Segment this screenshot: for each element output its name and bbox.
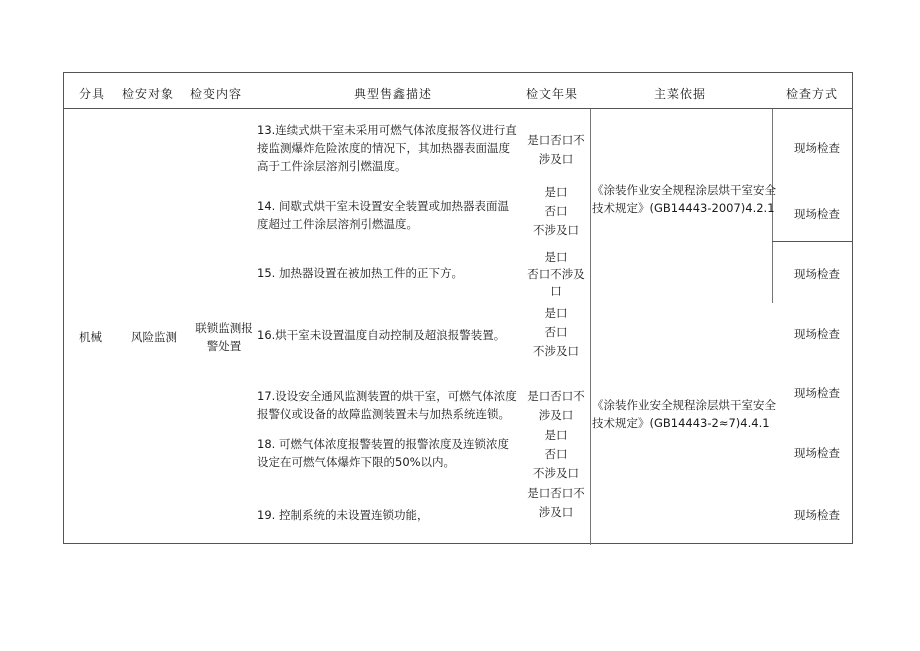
basis-1-code: (GB14443-2007)4.2.1 bbox=[649, 201, 775, 215]
item-18-description: 18. 可燃气体浓度报警装置的报警浓度及连锁浓度设定在可燃气体爆炸下限的50%以内。 bbox=[257, 437, 509, 469]
item-18-method: 现场检查 bbox=[794, 446, 840, 460]
content-text: 联锁监测报警处置 bbox=[195, 321, 253, 353]
item-17-description: 17.设设安全通风监测装置的烘干室，可燃气体浓度报警仪或设备的故障监测装置未与加热系统连锁。 bbox=[257, 389, 517, 421]
item-13-result: 是口否口不涉及口 bbox=[527, 133, 585, 166]
inspection-table bbox=[63, 72, 853, 544]
item-19-result: 是口否口不 涉及口 bbox=[527, 486, 585, 519]
category-cell: 机械 bbox=[79, 330, 102, 344]
item-16-result: 是口 否口 不涉及口 bbox=[533, 306, 579, 358]
content-cell bbox=[191, 319, 257, 355]
object-cell: 风险监测 bbox=[131, 330, 177, 344]
item-13-description: 13.连续式烘干室未采用可燃气体浓度报答仪进行直接监测爆炸危险浓度的情况下，其加热器表面温度高于工件涂层溶剂引燃温度。 bbox=[257, 123, 517, 173]
method-separator-1 bbox=[772, 241, 852, 242]
header-basis: 主菜依据 bbox=[654, 87, 707, 101]
basis-2 bbox=[592, 396, 778, 432]
item-17-method: 现场检查 bbox=[794, 386, 840, 400]
header-result: 检文年果 bbox=[526, 87, 579, 101]
basis-left-divider bbox=[590, 109, 591, 545]
item-18-result: 是口 否口 不涉及口 bbox=[533, 428, 579, 480]
header-content: 检变内容 bbox=[190, 87, 243, 101]
item-15-result: 是口 否口不涉及 口 bbox=[527, 250, 585, 298]
header-divider bbox=[64, 108, 852, 109]
header-object: 检安对象 bbox=[122, 87, 175, 101]
item-19-description: 19. 控制系统的未设置连锁功能， bbox=[257, 508, 429, 522]
basis-1-name: 《涂装作业安全规程涂层烘干室安全技术规定》 bbox=[592, 183, 776, 215]
header-method: 检查方式 bbox=[786, 87, 839, 101]
basis-1 bbox=[592, 181, 778, 217]
item-14-method: 现场检查 bbox=[794, 207, 840, 221]
item-17-result: 是口否口不 涉及口 bbox=[527, 389, 585, 422]
item-19-method: 现场检查 bbox=[794, 508, 840, 522]
header-category: 分具 bbox=[79, 87, 106, 101]
basis-2-name: 《涂装作业安全规程涂层烘干室安全技术规定》 bbox=[592, 398, 776, 430]
item-15-method: 现场检查 bbox=[794, 267, 840, 281]
item-14-description: 14. 间歇式烘干室未设置安全装置或加热器表面温度超过工件涂层溶剂引燃温度。 bbox=[257, 199, 509, 231]
item-15-description: 15. 加热器设置在被加热工件的正下方。 bbox=[257, 266, 463, 280]
header-description: 典型售鑫描述 bbox=[354, 87, 433, 101]
item-13-method: 现场检查 bbox=[794, 141, 840, 155]
basis-2-code: (GB14443-2≈7)4.4.1 bbox=[649, 416, 770, 430]
item-14-result: 是口 否口 不涉及口 bbox=[533, 185, 579, 237]
item-16-method: 现场检查 bbox=[794, 327, 840, 341]
item-16-description: 16.烘干室未设置温度自动控制及超浪报警装置。 bbox=[257, 328, 506, 342]
